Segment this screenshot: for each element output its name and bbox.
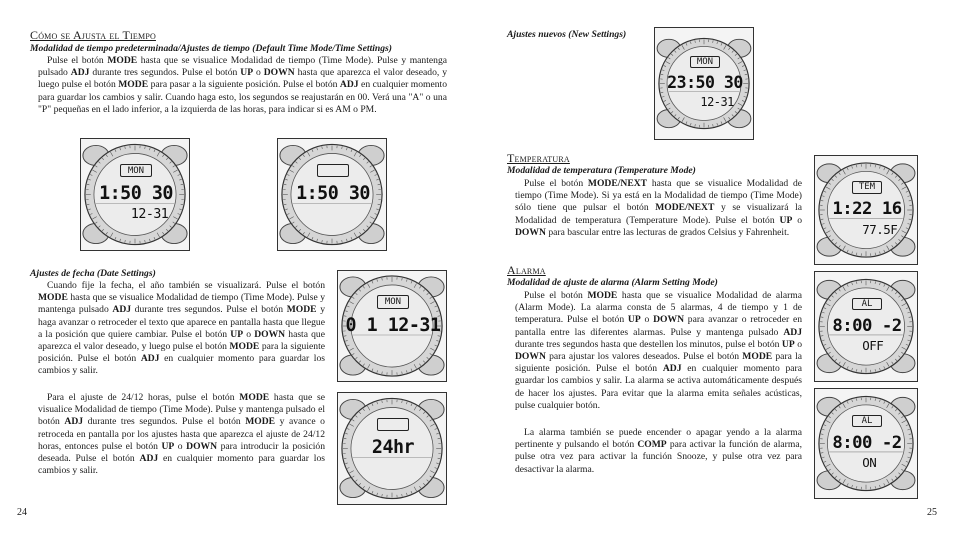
bold-term: UP xyxy=(230,328,244,340)
watch-sub-digits: 12-31 xyxy=(700,94,734,109)
bold-term: MODE xyxy=(38,292,68,304)
subheading-new-settings: Ajustes nuevos (New Settings) xyxy=(507,29,627,40)
watch-main-digits: 8:00 -2 xyxy=(832,432,902,453)
bold-term: UP xyxy=(161,440,175,452)
bold-term: ADJ xyxy=(139,453,159,465)
watch-mode-label: AL xyxy=(852,415,883,427)
bold-term: ADJ xyxy=(783,326,802,338)
watch-main-digits: 8:00 -2 xyxy=(832,315,902,336)
watch-time-set-illustration xyxy=(277,138,387,251)
watch-sub-digits: 77.5F xyxy=(862,221,898,237)
bold-term: ADJ xyxy=(64,416,84,428)
watch-alarm-off-illustration xyxy=(814,271,918,382)
watch-main-digits: 23:50 30 xyxy=(667,73,743,93)
bold-term: UP xyxy=(779,214,793,226)
bold-term: MODE xyxy=(239,392,270,403)
subheading-time-mode: Modalidad de tiempo predeterminada/Ajustes de tiempo (Default Time Mode/Time Settings) xyxy=(30,43,392,54)
bold-term: DOWN xyxy=(653,314,685,326)
watch-date-illustration xyxy=(337,270,447,382)
section-heading-time: Cómo se Ajusta el Tiempo xyxy=(30,28,156,42)
bold-term: MODE/NEXT xyxy=(587,178,648,189)
subheading-temperature-mode: Modalidad de temperatura (Temperature Mode) xyxy=(507,165,696,176)
bold-term: ADJ xyxy=(662,363,682,375)
bold-term: COMP xyxy=(637,439,667,451)
bold-term: ADJ xyxy=(70,67,90,79)
subheading-alarm-mode: Modalidad de ajuste de alarma (Alarm Setting Mode) xyxy=(507,277,718,288)
watch-mode-label xyxy=(377,418,410,431)
bold-term: DOWN xyxy=(186,440,218,452)
bold-term: MODE xyxy=(587,290,618,301)
bold-term: MODE xyxy=(107,55,138,66)
date-paragraph: Cuando fije la fecha, el año también se visualizará. Pulse el botón MODE hasta que se visualice Modalidad de tiempo (Time Mode). Pulse y mantenga pulsado ADJ durante tres segundos. Pulse el botón MODE y haga avanzar o retroceder el texto que aparece en pantalla hasta que llegue a la posición que quiere cambiar. Pulse el botón UP o DOWN hasta que aparezca el valor deseado, y luego pulse el botón MODE para la siguiente posición. Pulse el botón ADJ en cualquier momento para guardar los cambios y salir. xyxy=(38,280,325,377)
bold-term: MODE xyxy=(245,416,276,428)
watch-mode-label xyxy=(317,164,350,177)
bold-term: MODE xyxy=(118,79,149,91)
bold-term: DOWN xyxy=(254,328,286,340)
subheading-date: Ajustes de fecha (Date Settings) xyxy=(30,268,156,279)
bold-term: UP xyxy=(781,338,795,350)
bold-term: DOWN xyxy=(515,351,546,363)
bold-term: MODE xyxy=(742,351,773,363)
watch-mode-label: MON xyxy=(690,56,719,68)
watch-hour-format-illustration xyxy=(337,392,447,505)
watch-main-digits: 1:50 30 xyxy=(99,183,173,205)
bold-term: ADJ xyxy=(339,79,359,91)
watch-mode-label: MON xyxy=(377,295,410,308)
watch-alarm-on-illustration xyxy=(814,388,918,499)
watch-time-mode-illustration xyxy=(80,138,190,251)
hour-paragraph: Para el ajuste de 24/12 horas, pulse el botón MODE hasta que se visualice Modalidad de tiempo (Time Mode). Pulse y mantenga pulsado el botón ADJ durante tres segundos. Pulse el botón MODE y avance o retroceda en pantalla por los ajustes hasta que aparezca el ajuste de 24/12 horas, entonces pulse el botón UP o DOWN para introducir la posición deseada. Pulse el botón ADJ en cualquier momento para guardar los cambios y salir. xyxy=(38,392,325,477)
watch-main-digits: 1:22 16 xyxy=(832,199,902,220)
bold-term: DOWN xyxy=(263,67,295,79)
watch-new-settings-illustration xyxy=(654,27,754,140)
watch-mode-label: AL xyxy=(852,298,883,310)
page-number-right: 25 xyxy=(927,507,937,518)
section-heading-temperature: Temperatura xyxy=(507,151,570,165)
watch-sub-digits: OFF xyxy=(862,338,884,354)
bold-term: DOWN xyxy=(515,226,546,238)
watch-main-digits: 1:50 30 xyxy=(296,183,370,205)
watch-mode-label: TEM xyxy=(852,181,883,193)
bold-term: UP xyxy=(240,67,254,79)
section-heading-alarm: Alarma xyxy=(507,263,546,277)
bold-term: ADJ xyxy=(112,304,132,316)
bold-term: MODE xyxy=(286,304,317,316)
watch-sub-digits: 12-31 xyxy=(130,206,169,222)
watch-main-digits: 24hr xyxy=(371,437,415,459)
temperature-paragraph: Pulse el botón MODE/NEXT hasta que se visualice Modalidad de tiempo (Time Mode). Si ya está en la Modalidad de tiempo (Time Mode) sólo tiene que pulsar el botón MODE/NEXT y se visualizará la Modalidad de temperatura (Temperature Mode). Pulse el botón UP o DOWN para bascular entre las lecturas de grados Celsius y Fahrenheit. xyxy=(515,178,803,238)
bold-term: UP xyxy=(627,314,641,326)
alarm-paragraph: Pulse el botón MODE hasta que se visualice Modalidad de alarma (Alarm Mode). La alarma consta de 5 alarmas, 4 de tiempo y 1 de temperatura. Pulse el botón UP o DOWN para avanzar o retroceder en pantalla entre las diferentes alarmas. Pulse y mantenga pulsado ADJ durante tres segundos hasta que destellen los minutos, pulse el botón UP o DOWN para ajustar los valores deseados. Pulse el botón MODE para la siguiente posición. Pulse el botón ADJ en cualquier momento para guardar los cambios y salir. La alarma se activa automáticamente después de hacer los ajustes. Para evitar que la alarma emita señales acústicas, pulse cualquier botón. xyxy=(515,290,802,411)
bold-term: MODE/NEXT xyxy=(655,202,715,214)
bold-term: MODE xyxy=(229,341,260,353)
watch-main-digits: 0 1 12-31 xyxy=(345,314,441,336)
watch-sub-digits: ON xyxy=(862,455,877,471)
time-mode-paragraph: Pulse el botón MODE hasta que se visualice Modalidad de tiempo (Time Mode). Pulse y mantenga pulsado ADJ durante tres segundos. Pulse el botón UP o DOWN hasta que aparezca el valor deseado, y luego pulse el botón MODE para pasar a la siguiente posición. Pulse el botón ADJ en cualquier momento para guardar los cambios y salir. Cuando haga esto, los segundos se reajustarán en 00. Verá una "A" o una "P" pequeñas en el lado inferior, a la izquierda de las horas, para indicar si es AM o PM. xyxy=(38,55,448,115)
bold-term: ADJ xyxy=(140,353,160,365)
watch-mode-label: MON xyxy=(120,164,153,177)
alarm-paragraph-2: La alarma también se puede encender o apagar yendo a la alarma pertinente y pulsando el botón COMP para activar la función de alarma, pulse otra vez para activar la función Snooze, y pulse otra vez para desactivar la alarma. xyxy=(515,427,802,475)
watch-temperature-illustration xyxy=(814,155,918,265)
page-number-left: 24 xyxy=(17,507,27,518)
